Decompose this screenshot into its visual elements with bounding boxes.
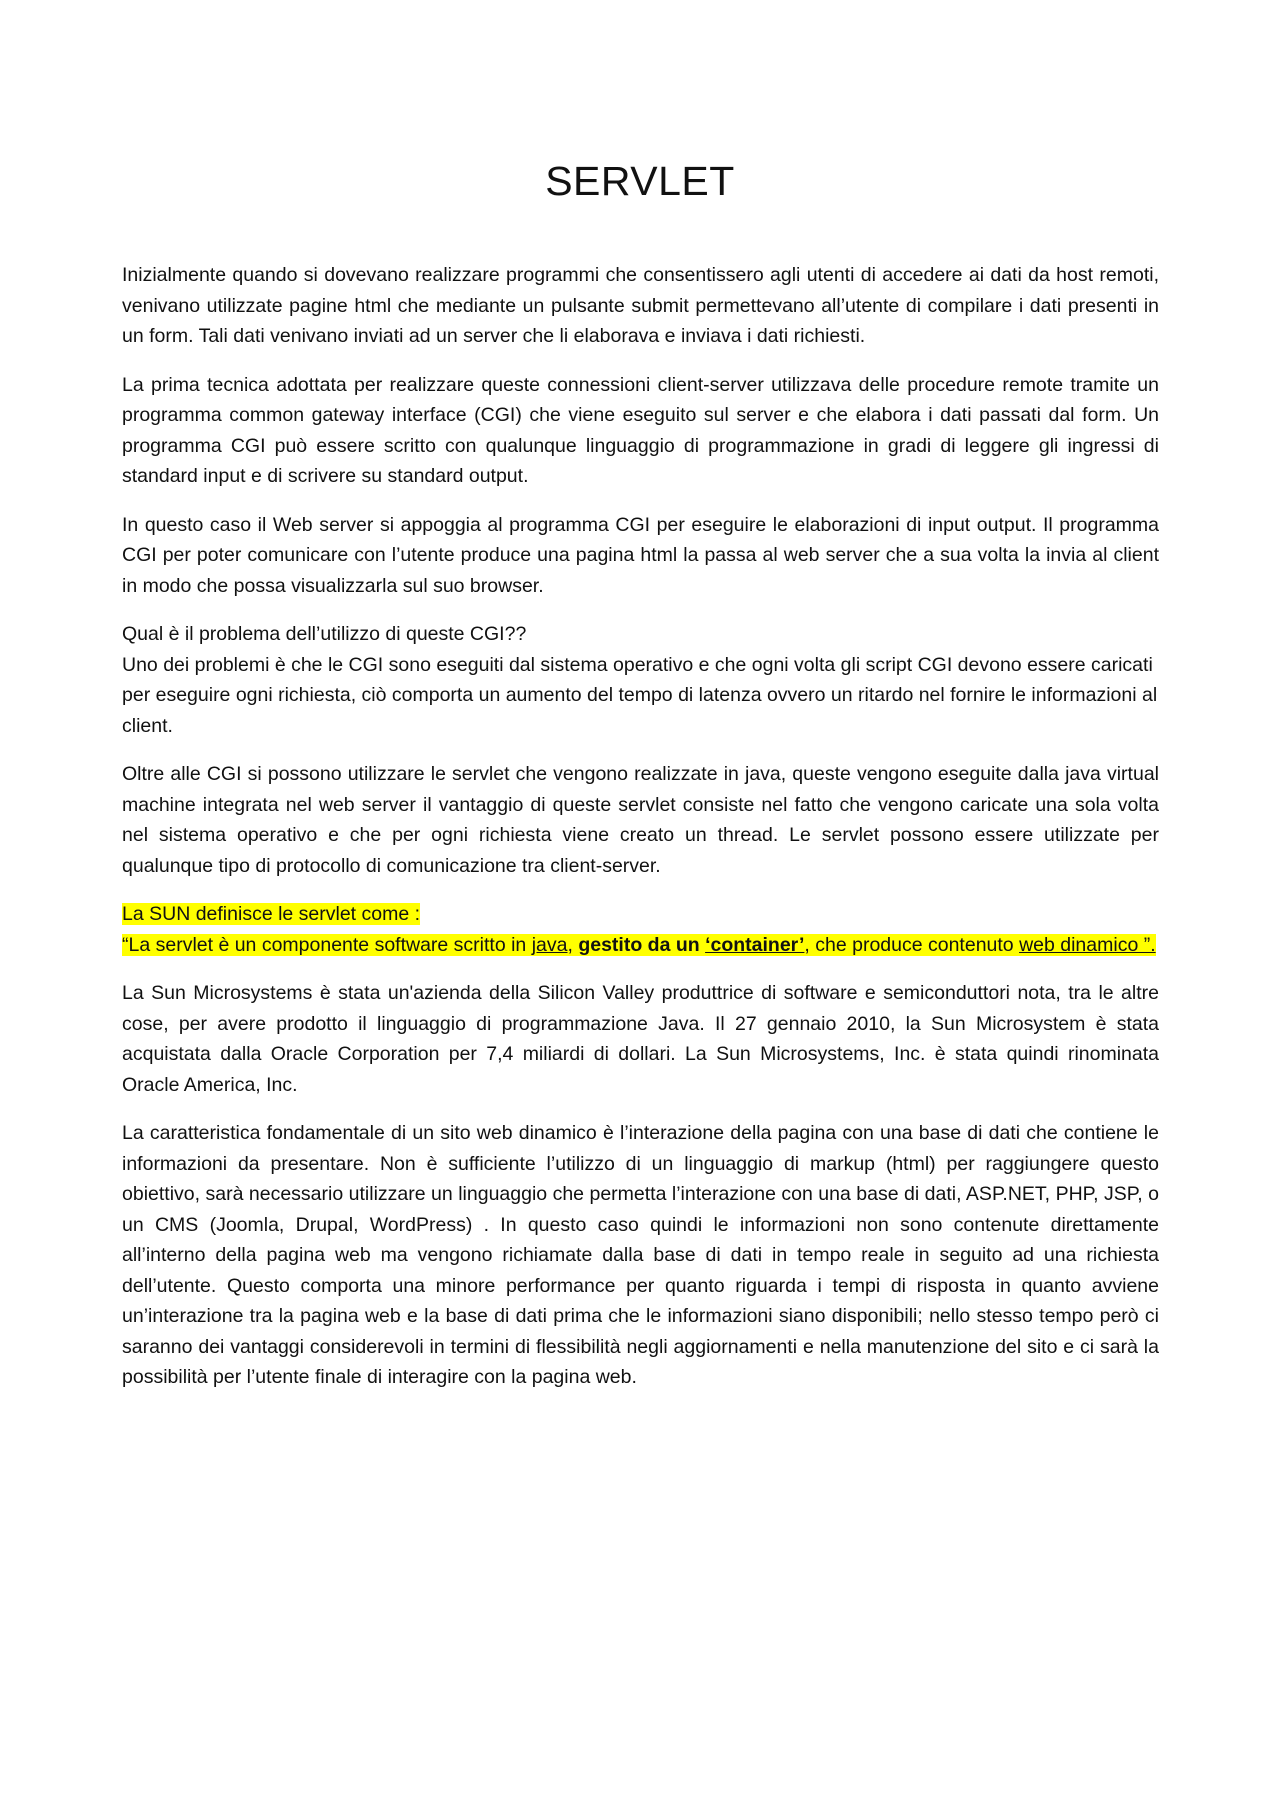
highlighted-definition [122, 899, 1159, 960]
quote-text-start: “La servlet è un componente software scritto in [122, 933, 532, 956]
definition-quote [122, 934, 1156, 956]
paragraph-servlet-advantages: Oltre alle CGI si possono utilizzare le servlet che vengono realizzate in java, queste vengono eseguite dalla java virtual machine integrata nel web server il vantaggio di queste servlet consiste nel fatto che vengono caricate una sola volta nel sistema operativo e che per ogni richiesta viene creato un thread. Le servlet possono essere utilizzate per qualunque tipo di protocollo di comunicazione tra client-server. [122, 763, 1159, 877]
quote-container-underlined: ‘container’ [705, 933, 805, 956]
quote-bold-managed: gestito da un [578, 933, 706, 956]
cgi-problem-question: Qual è il problema dell’utilizzo di queste CGI?? [122, 623, 527, 645]
paragraph-dynamic-site: La caratteristica fondamentale di un sito web dinamico è l’interazione della pagina con una base di dati che contiene le informazioni da presentare. Non è sufficiente l’utilizzo di un linguaggio di markup (html) per raggiungere questo obiettivo, sarà necessario utilizzare un linguaggio che permetta l’interazione con una base di dati, ASP.NET, PHP, JSP, o un CMS (Joomla, Drupal, WordPress) . In questo caso quindi le informazioni non sono contenute direttamente all’interno della pagina web ma vengono richiamate dalla base di dati in tempo reale in seguito ad una richiesta dell’utente. Questo comporta una minore performance per quanto riguarda i tempi di risposta in quanto avviene un’interazione tra la pagina web e la base di dati prima che le informazioni siano disponibili; nello stesso tempo però ci saranno dei vantaggi considerevoli in termini di flessibilità negli aggiornamenti e nella manutenzione del sito e ci sarà la possibilità per l’utente finale di interagire con la pagina web. [122, 1122, 1159, 1388]
paragraph-sun-microsystems: La Sun Microsystems è stata un'azienda della Silicon Valley produttrice di software e semiconduttori nota, tra le altre cose, per avere prodotto il linguaggio di programmazione Java. Il 27 gennaio 2010, la Sun Microsystem è stata acquistata dalla Oracle Corporation per 7,4 miliardi di dollari. La Sun Microsystems, Inc. è stata quindi rinominata Oracle America, Inc. [122, 982, 1159, 1096]
quote-java-underlined: java, [531, 933, 573, 956]
definition-intro: La SUN definisce le servlet come : [122, 903, 421, 925]
quote-text-middle: , che produce contenuto [804, 933, 1020, 956]
paragraph-intro: Inizialmente quando si dovevano realizzare programmi che consentissero agli utenti di accedere ai dati da host remoti, venivano utilizzate pagine html che mediante un pulsante submit permettevano all’utente di compilare i dati presenti in un form. Tali dati venivano inviati ad un server che li elaborava e inviava i dati richiesti. [122, 264, 1159, 347]
cgi-problem-answer: Uno dei problemi è che le CGI sono eseguiti dal sistema operativo e che ogni volta gli script CGI devono essere caricati per eseguire ogni richiesta, ciò comporta un aumento del tempo di latenza ovvero un ritardo nel fornire le informazioni al client. [122, 653, 1158, 737]
page-title: SERVLET [545, 158, 735, 204]
paragraph-cgi-technique: La prima tecnica adottata per realizzare queste connessioni client-server utilizzava delle procedure remote tramite un programma common gateway interface (CGI) che viene eseguito sul server e che elabora i dati passati dal form. Un programma CGI può essere scritto con qualunque linguaggio di programmazione in gradi di leggere gli ingressi di standard input e di scrivere su standard output. [122, 373, 1159, 487]
paragraph-web-server: In questo caso il Web server si appoggia al programma CGI per eseguire le elaborazioni di input output. Il programma CGI per poter comunicare con l’utente produce una pagina html la passa al web server che a sua volta la invia al client in modo che possa visualizzarla sul suo browser. [122, 513, 1159, 597]
paragraph-cgi-problem [122, 619, 1159, 741]
document-body [122, 260, 1159, 1411]
quote-web-dinamico-underlined: web dinamico ”. [1019, 933, 1156, 956]
